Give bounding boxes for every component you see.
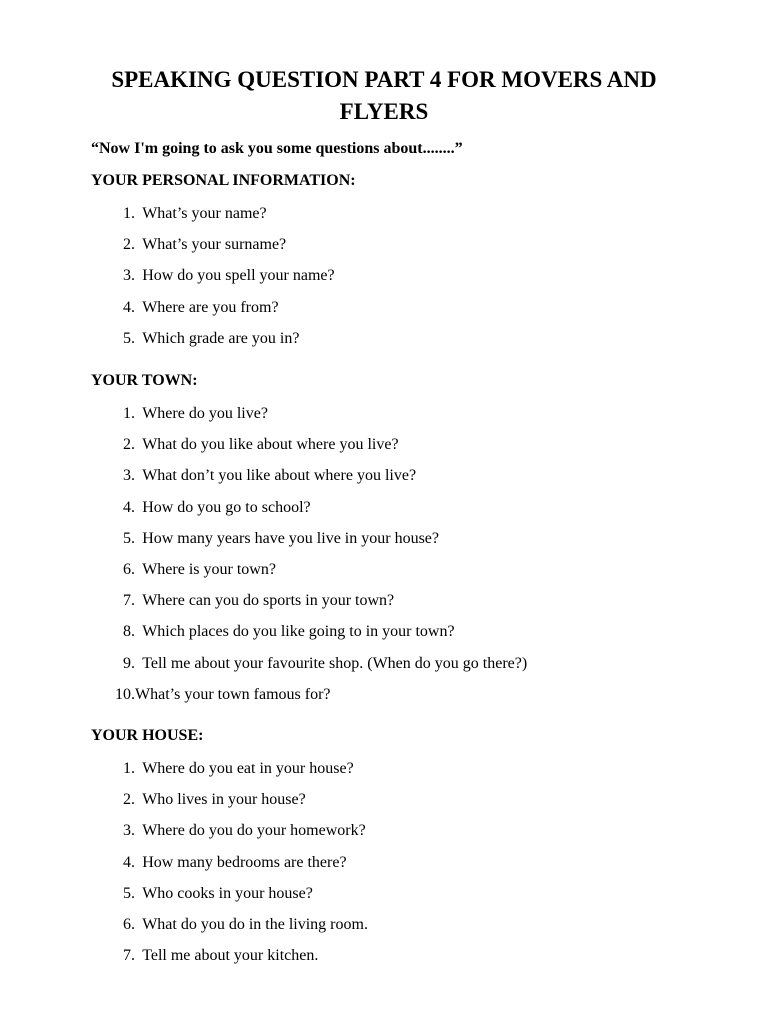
section-heading-house: YOUR HOUSE: [91,727,204,744]
question-item [91,497,527,528]
question-item [91,328,335,359]
question-item [91,758,368,789]
question-number: 5. [123,884,135,902]
question-number: 3. [123,822,135,840]
question-text: What’s your name? [142,205,267,222]
question-text: Who lives in your house? [142,791,306,809]
question-text: Which grade are you in? [142,329,300,347]
question-text: Where do you do your homework? [142,822,366,840]
question-number: 10. [115,685,135,703]
question-item [91,883,368,914]
question-number: 6. [123,560,135,578]
question-item [91,653,527,684]
question-text: How do you spell your name? [142,267,335,285]
question-list-town [91,403,527,715]
question-number: 1. [123,760,135,777]
question-text: Where are you from? [142,298,279,316]
question-number: 4. [123,298,135,316]
question-number: 9. [123,654,135,672]
question-item [91,914,368,945]
section-heading-personal-information: YOUR PERSONAL INFORMATION: [91,172,356,189]
question-number: 4. [123,498,135,516]
question-number: 7. [123,947,135,965]
question-item [91,590,527,621]
question-number: 5. [123,529,135,547]
question-item [91,621,527,652]
question-item [91,434,527,465]
question-text: What’s your town famous for? [135,685,331,703]
question-list-personal-information [91,203,335,359]
question-text: How do you go to school? [142,498,311,516]
question-item [91,684,527,715]
question-number: 2. [123,436,135,454]
question-number: 2. [123,236,135,254]
question-list-house [91,758,368,976]
question-item [91,297,335,328]
question-text: Tell me about your favourite shop. (When do you go there?) [142,654,528,672]
question-text: Where is your town? [142,560,276,578]
question-number: 3. [123,267,135,285]
question-text: Tell me about your kitchen. [142,947,319,965]
question-text: What don’t you like about where you live? [142,467,417,485]
question-item [91,203,335,234]
question-text: How many years have you live in your house? [142,529,439,547]
question-item [91,559,527,590]
question-text: What do you like about where you live? [142,436,399,454]
question-text: Where can you do sports in your town? [142,592,395,610]
question-number: 8. [123,623,135,641]
question-text: What do you do in the living room. [142,915,368,933]
question-item [91,945,368,976]
section-heading-town: YOUR TOWN: [91,372,198,389]
question-item [91,234,335,265]
page-title: SPEAKING QUESTION PART 4 FOR MOVERS AND FLYERS [111,67,657,124]
question-item [91,528,527,559]
question-text: How many bedrooms are there? [142,853,347,871]
question-text: Where do you live? [142,405,268,422]
question-item [91,403,527,434]
question-text: What’s your surname? [142,236,287,254]
question-text: Which places do you like going to in your town? [142,623,455,641]
question-item [91,465,527,496]
question-number: 6. [123,915,135,933]
question-number: 5. [123,329,135,347]
question-number: 1. [123,205,135,222]
question-item [91,852,368,883]
question-number: 1. [123,405,135,422]
question-number: 3. [123,467,135,485]
question-text: Where do you eat in your house? [142,760,354,777]
intro-text: “Now I'm going to ask you some questions about........” [91,140,463,157]
question-item [91,820,368,851]
question-number: 2. [123,791,135,809]
question-item [91,789,368,820]
question-number: 4. [123,853,135,871]
question-text: Who cooks in your house? [142,884,313,902]
question-number: 7. [123,592,135,610]
question-item [91,265,335,296]
